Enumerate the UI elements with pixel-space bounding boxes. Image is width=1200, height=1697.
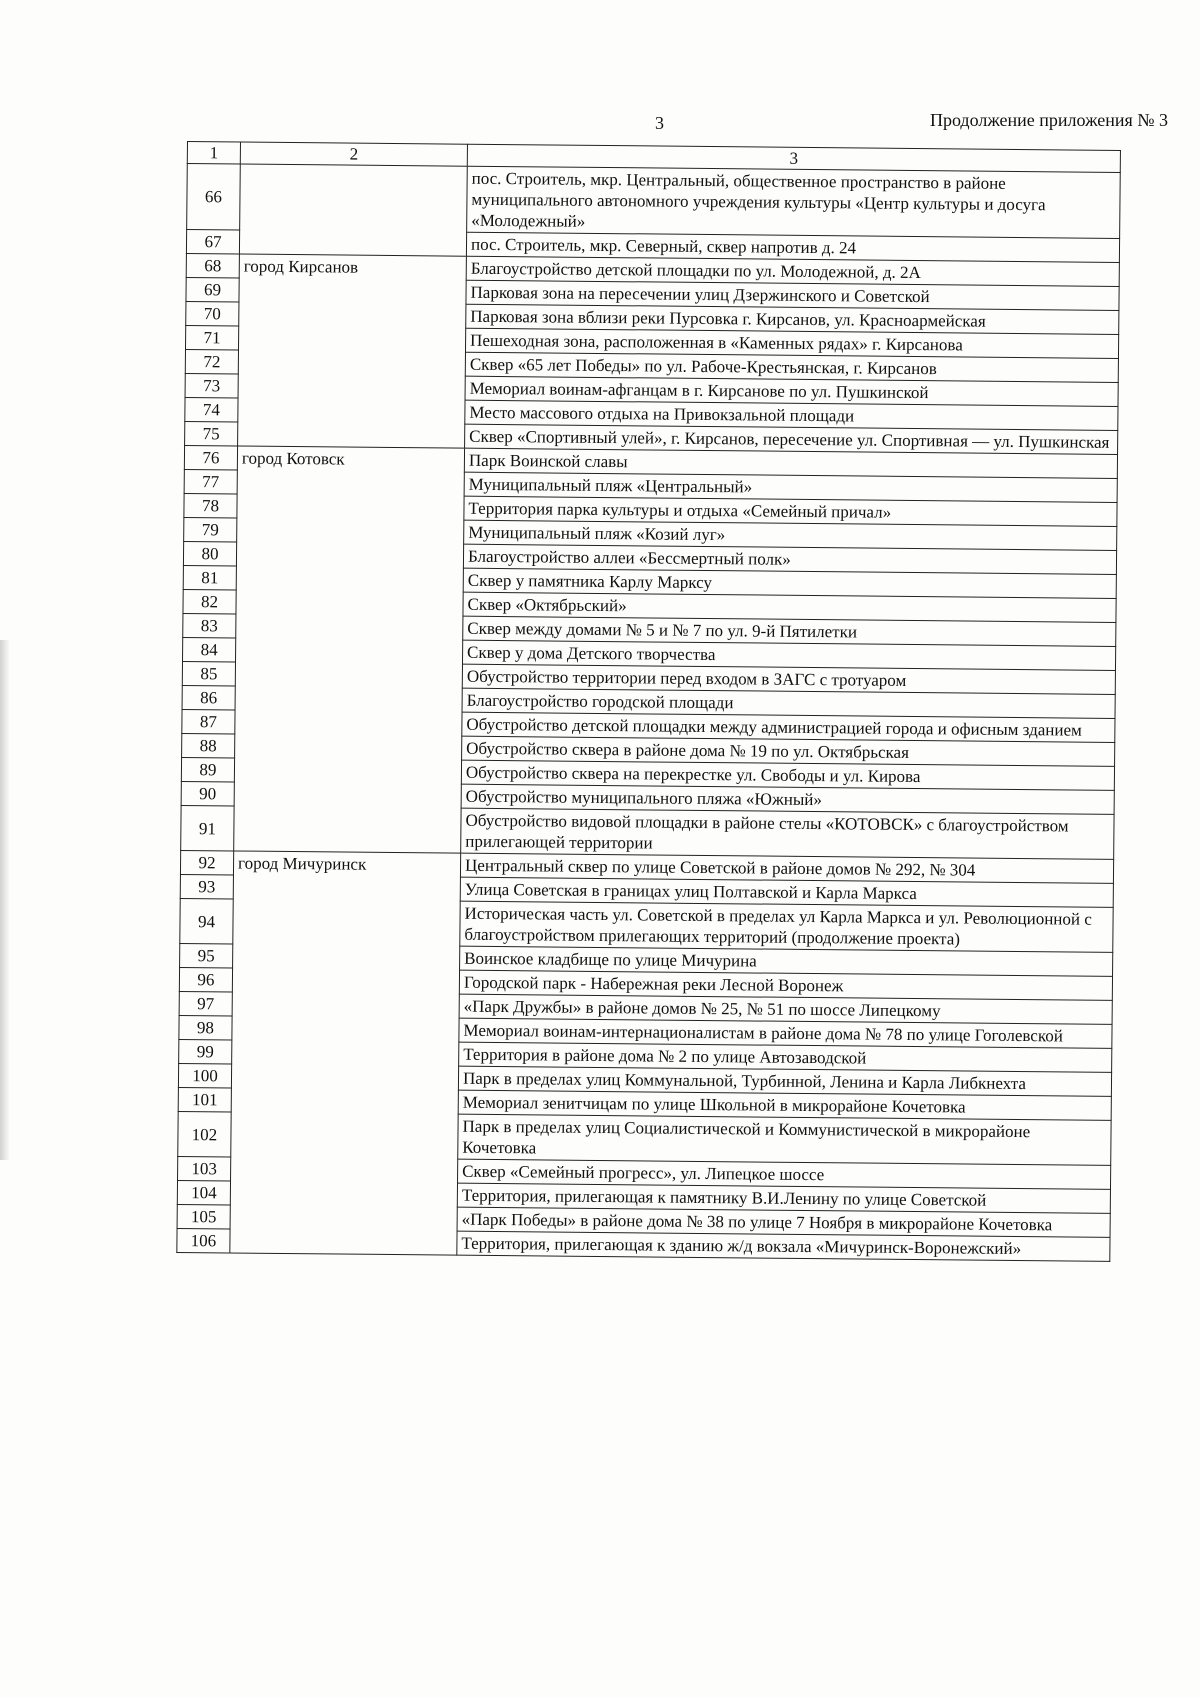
row-number: 84 [183, 637, 236, 662]
object-description: «Парк Дружбы» в районе домов № 25, № 51 по шоссе Липецкому [459, 994, 1112, 1024]
city-cell [239, 164, 467, 256]
object-description: Парк Воинской славы [464, 448, 1117, 478]
row-number: 96 [179, 967, 232, 992]
row-number: 99 [179, 1039, 232, 1064]
row-number: 91 [181, 805, 234, 851]
object-description: Благоустройство детской площадки по ул. Молодежной, д. 2А [466, 256, 1119, 286]
object-description: Обустройство сквера на перекрестке ул. Свободы и ул. Кирова [461, 760, 1114, 790]
table-row [187, 164, 1121, 239]
object-description: Сквер у памятника Карлу Марксу [463, 568, 1116, 598]
row-number: 72 [185, 349, 238, 374]
row-number: 89 [181, 757, 234, 782]
row-number: 90 [181, 781, 234, 806]
row-number: 97 [179, 991, 232, 1016]
row-number: 105 [177, 1204, 230, 1229]
row-number: 75 [185, 421, 238, 446]
page-number: 3 [655, 113, 664, 133]
row-number: 80 [183, 541, 236, 566]
row-number: 100 [178, 1063, 231, 1088]
object-description: Территория, прилегающая к памятнику В.И.Ленину по улице Советской [457, 1183, 1110, 1213]
continuation-note: Продолжение приложения № 3 [929, 110, 1168, 130]
row-number: 73 [185, 373, 238, 398]
object-description: Сквер у дома Детского творчества [462, 640, 1115, 670]
object-description: Историческая часть ул. Советской в пределах ул Карла Маркса и ул. Революционной с благоустройством прилегающих территорий (продолжение проекта) [460, 901, 1113, 952]
row-number: 68 [186, 253, 239, 278]
row-number: 88 [182, 733, 235, 758]
row-number: 85 [182, 661, 235, 686]
row-number: 104 [177, 1180, 230, 1205]
row-number: 78 [184, 493, 237, 518]
row-number: 69 [186, 277, 239, 302]
row-number: 76 [184, 445, 237, 470]
row-number: 67 [186, 230, 239, 255]
row-number: 70 [186, 301, 239, 326]
object-description: Сквер «Октябрьский» [463, 592, 1116, 622]
row-number: 77 [184, 469, 237, 494]
object-description: пос. Строитель, мкр. Северный, сквер напротив д. 24 [466, 232, 1119, 262]
row-number: 98 [179, 1015, 232, 1040]
object-description: Мемориал воинам-афганцам в г. Кирсанове по ул. Пушкинской [465, 376, 1118, 406]
object-description: Территория, прилегающая к зданию ж/д вокзала «Мичуринск-Воронежский» [457, 1231, 1110, 1261]
city-cell: город Мичуринск [230, 851, 461, 1255]
row-number: 106 [177, 1228, 230, 1253]
object-description: Обустройство видовой площадки в районе стелы «КОТОВСК» с благоустройством прилегающей территории [461, 808, 1114, 859]
object-description: Благоустройство аллеи «Бессмертный полк» [463, 544, 1116, 574]
object-description: Сквер между домами № 5 и № 7 по ул. 9-й Пятилетки [463, 616, 1116, 646]
column-header-3: 3 [467, 144, 1120, 172]
object-description: Сквер «65 лет Победы» по ул. Рабоче-Крестьянская, г. Кирсанов [465, 352, 1118, 382]
object-description: Центральный сквер по улице Советской в районе домов № 292, № 304 [460, 853, 1113, 883]
object-description: Парк в пределах улиц Коммунальной, Турбинной, Ленина и Карла Либкнехта [458, 1066, 1111, 1096]
object-description: Мемориал зенитчицам по улице Школьной в микрорайоне Кочетовка [458, 1090, 1111, 1120]
object-description: Пешеходная зона, расположенная в «Каменных рядах» г. Кирсанова [465, 328, 1118, 358]
object-description: Территория в районе дома № 2 по улице Автозаводской [459, 1042, 1112, 1072]
object-description: Мемориал воинам-интернационалистам в районе дома № 78 по улице Гоголевской [459, 1018, 1112, 1048]
city-cell: город Кирсанов [238, 254, 467, 448]
row-number: 95 [180, 943, 233, 968]
object-description: Городской парк - Набережная реки Лесной Воронеж [459, 970, 1112, 1000]
object-description: Парковая зона на пересечении улиц Дзержинского и Советской [466, 280, 1119, 310]
object-description: Благоустройство городской площади [462, 688, 1115, 718]
object-description: Парк в пределах улиц Социалистической и Коммунистической в микрорайоне Кочетовка [458, 1114, 1111, 1165]
object-description: Территория парка культуры и отдыха «Семейный причал» [464, 496, 1117, 526]
object-description: Место массового отдыха на Привокзальной площади [465, 400, 1118, 430]
row-number: 83 [183, 613, 236, 638]
row-number: 102 [178, 1111, 231, 1157]
table-body [177, 164, 1120, 1262]
object-description: «Парк Победы» в районе дома № 38 по улице 7 Ноября в микрорайоне Кочетовка [457, 1207, 1110, 1237]
row-number: 71 [185, 325, 238, 350]
object-description: Воинское кладбище по улице Мичурина [460, 946, 1113, 976]
row-number: 79 [184, 517, 237, 542]
object-description: Парковая зона вблизи реки Пурсовка г. Кирсанов, ул. Красноармейская [466, 304, 1119, 334]
row-number: 66 [187, 164, 241, 231]
object-description: Обустройство детской площадки между администрацией города и офисным зданием [462, 712, 1115, 742]
row-number: 87 [182, 709, 235, 734]
city-cell: город Котовск [234, 446, 465, 853]
object-description: Сквер «Семейный прогресс», ул. Липецкое шоссе [458, 1159, 1111, 1189]
object-description: Обустройство сквера в районе дома № 19 по ул. Октябрьская [462, 736, 1115, 766]
object-description: Муниципальный пляж «Козий луг» [464, 520, 1117, 550]
row-number: 86 [182, 685, 235, 710]
row-number: 82 [183, 589, 236, 614]
object-description: Обустройство территории перед входом в ЗАГС с тротуаром [462, 664, 1115, 694]
row-number: 81 [183, 565, 236, 590]
object-description: Обустройство муниципального пляжа «Южный» [461, 784, 1114, 814]
scan-shadow [0, 640, 10, 1160]
row-number: 94 [180, 898, 233, 944]
row-number: 74 [185, 397, 238, 422]
object-description: Сквер «Спортивный улей», г. Кирсанов, пересечение ул. Спортивная — ул. Пушкинская [465, 424, 1118, 454]
document-sheet [176, 141, 1120, 1262]
column-header-2: 2 [240, 142, 467, 166]
objects-table [176, 141, 1121, 1262]
object-description: Улица Советская в границах улиц Полтавской и Карла Маркса [460, 877, 1113, 907]
object-description: пос. Строитель, мкр. Центральный, общественное пространство в районе муниципального автономного учреждения культуры «Центр культуры и досуга «Молодежный» [467, 166, 1121, 238]
row-number: 101 [178, 1087, 231, 1112]
row-number: 93 [180, 874, 233, 899]
row-number: 92 [180, 850, 233, 875]
object-description: Муниципальный пляж «Центральный» [464, 472, 1117, 502]
row-number: 103 [178, 1156, 231, 1181]
column-header-1: 1 [187, 142, 240, 165]
